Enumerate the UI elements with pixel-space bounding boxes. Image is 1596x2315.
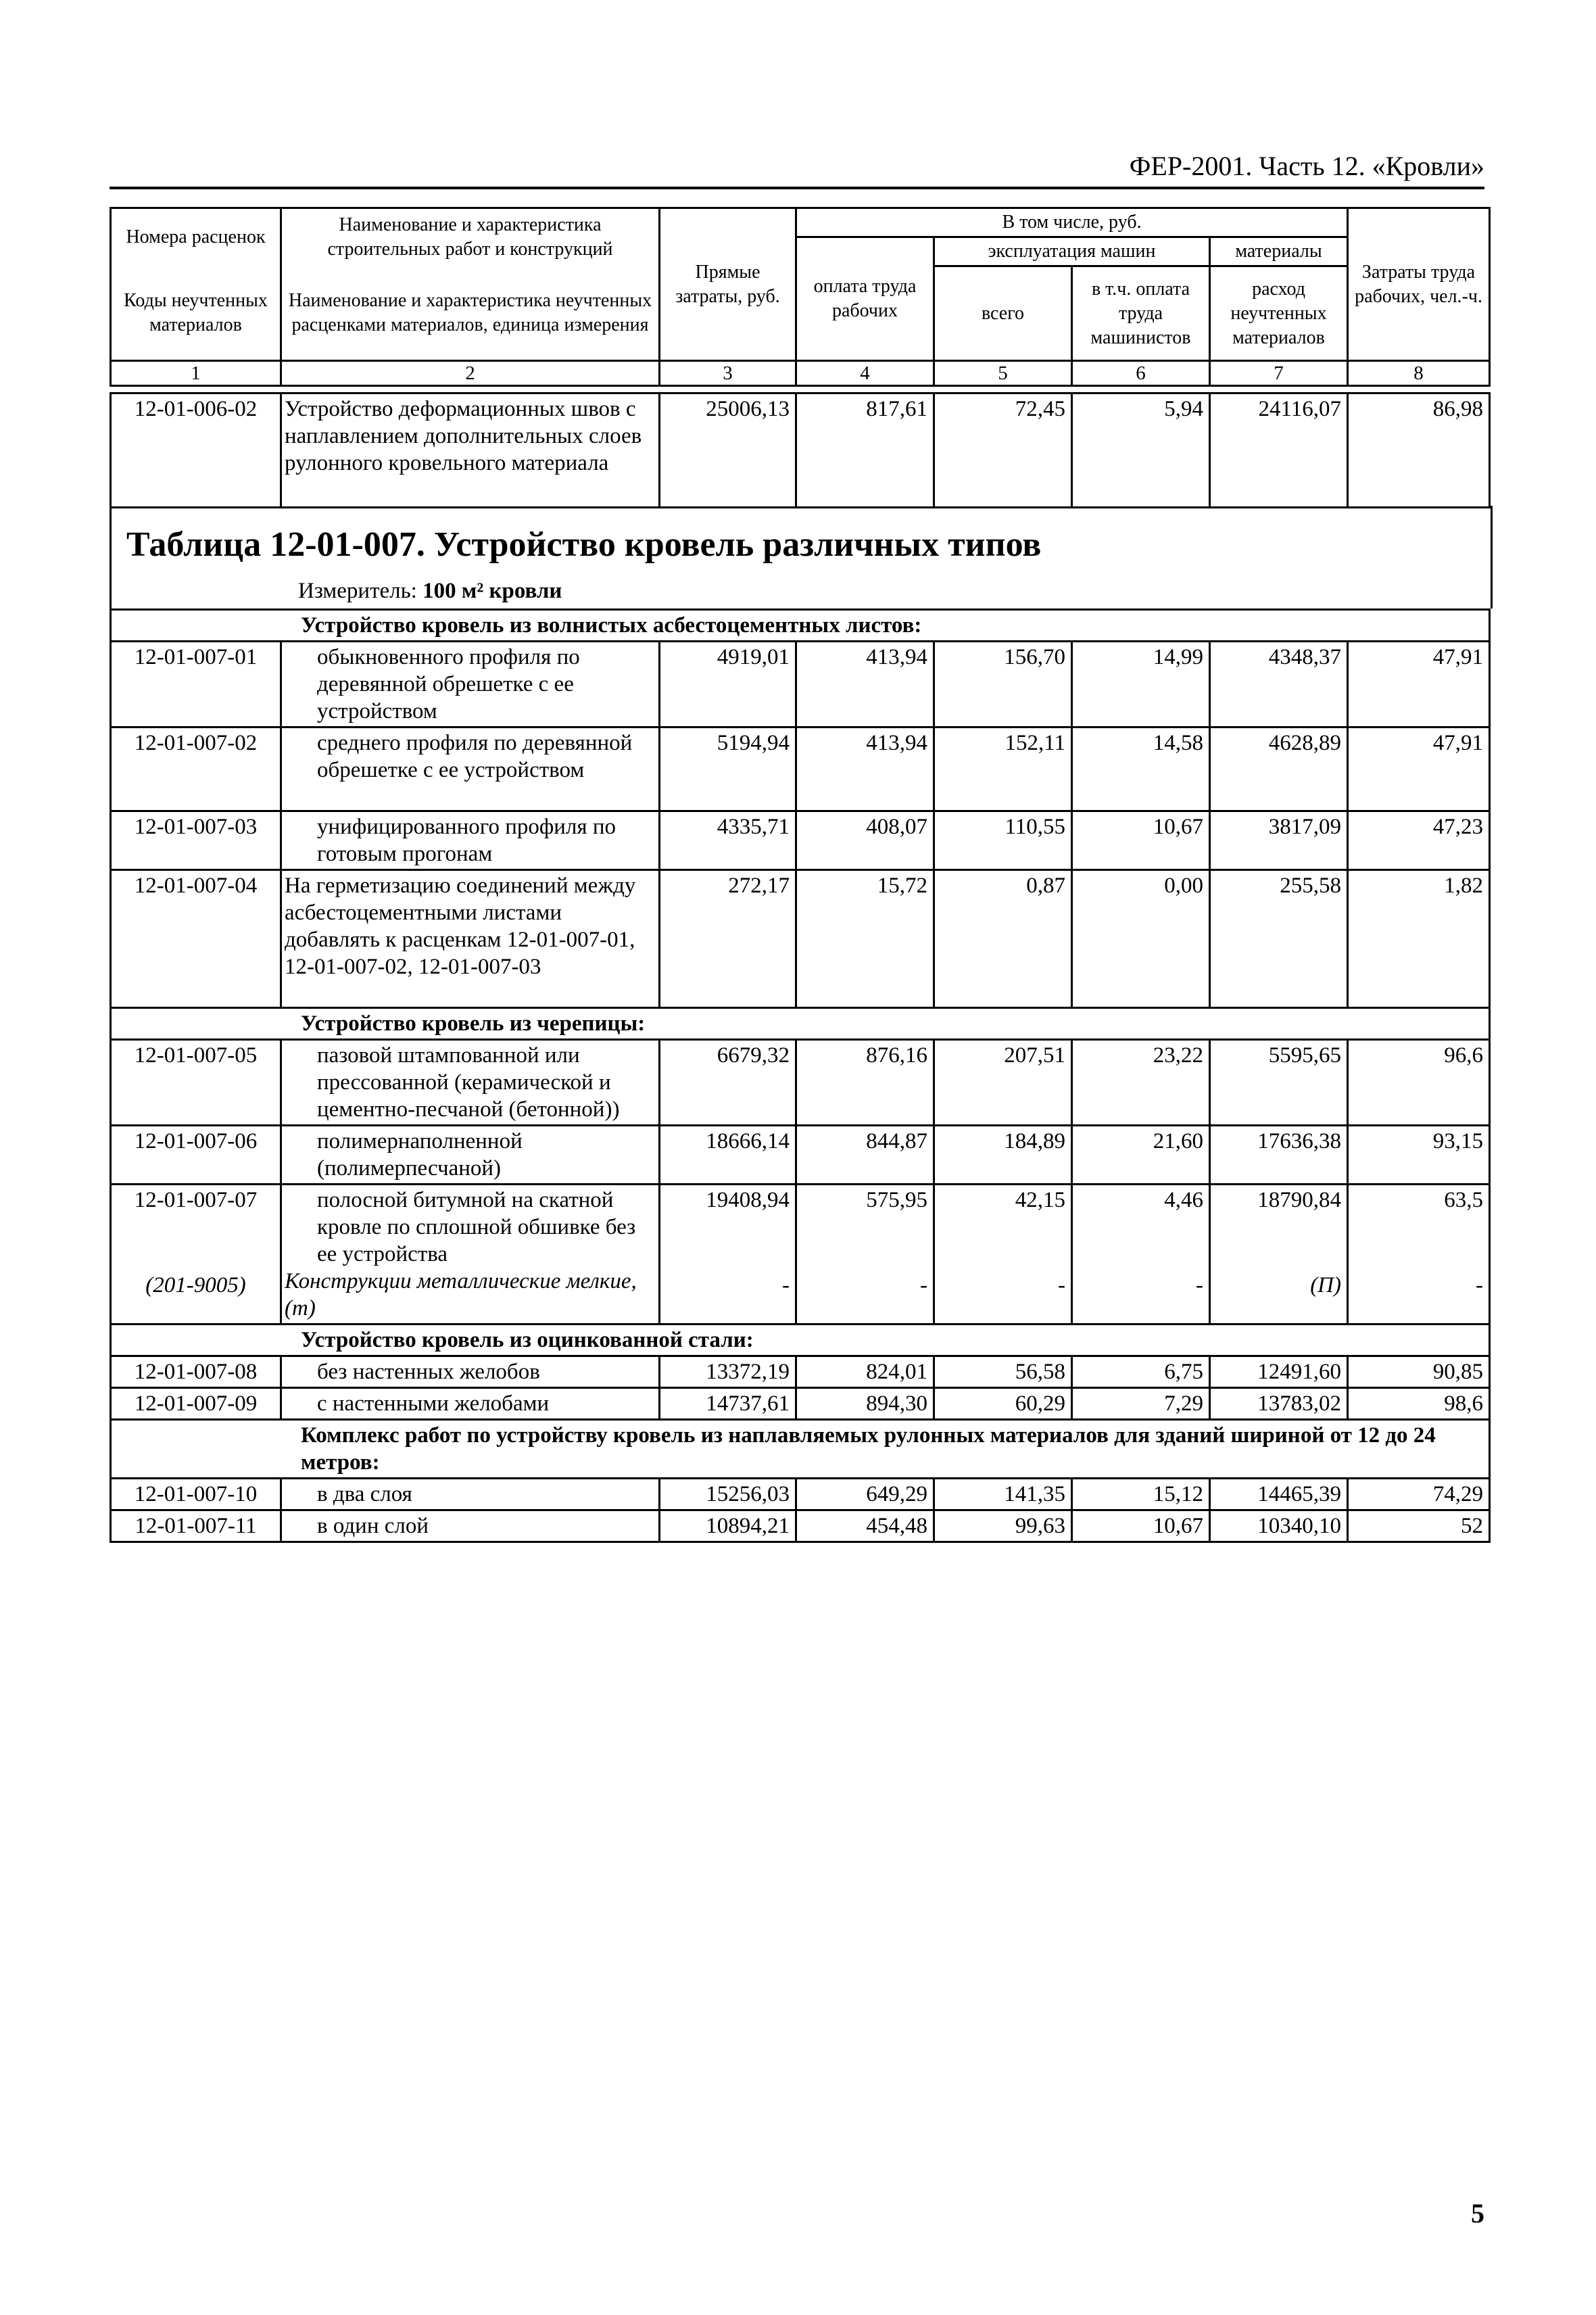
labor-wages: 413,94 — [796, 727, 934, 811]
rate-description: полимернаполненной (полимерпесчаной) — [281, 1126, 660, 1185]
direct-costs: 18666,14 — [660, 1126, 796, 1185]
direct-costs: 4335,71 — [660, 811, 796, 870]
labor-hours: 86,98 — [1348, 393, 1490, 508]
machinist-wages: 14,58 — [1072, 727, 1210, 811]
rate-description-main: полосной битумной на скатной кровле по сплошной обшивке без ее устройства — [317, 1188, 636, 1266]
value-main: 575,95 — [866, 1188, 927, 1212]
direct-costs: 25006,13 — [660, 393, 796, 508]
section-heading: Устройство кровель из оцинкованной стали: — [111, 1324, 1490, 1356]
col4-header: оплата труда рабочих — [796, 237, 934, 361]
machines-total: 110,55 — [934, 811, 1072, 870]
labor-wages: 413,94 — [796, 642, 934, 727]
section-heading: Комплекс работ по устройству кровель из наплавляемых рулонных материалов для зданий шириной от 12 до 24 метров: — [111, 1420, 1490, 1479]
labor-wages: 649,29 — [796, 1479, 934, 1510]
rate-code: 12-01-007-11 — [111, 1510, 281, 1542]
machines-total: 184,89 — [934, 1126, 1072, 1185]
value-material: (П) — [1310, 1273, 1341, 1297]
materials-cost: 4348,37 — [1210, 642, 1348, 727]
labor-hours: 47,91 — [1348, 727, 1490, 811]
section-heading: Устройство кровель из черепицы: — [111, 1008, 1490, 1040]
labor-wages — [796, 1185, 934, 1324]
table-row — [111, 1040, 1490, 1126]
machinist-wages: 10,67 — [1072, 811, 1210, 870]
rate-code: 12-01-007-02 — [111, 727, 281, 811]
meter-label: Измеритель: — [298, 579, 417, 603]
rate-description: обыкновенного профиля по деревянной обрешетке с ее устройством — [281, 642, 660, 727]
rate-code: 12-01-007-06 — [111, 1126, 281, 1185]
machinist-wages: 10,67 — [1072, 1510, 1210, 1542]
materials-cost: 10340,10 — [1210, 1510, 1348, 1542]
labor-hours: 90,85 — [1348, 1356, 1490, 1388]
section-row — [111, 1324, 1490, 1356]
col1-header-top: Номера расценок — [111, 208, 281, 266]
materials-cost: 12491,60 — [1210, 1356, 1348, 1388]
rate-code: 12-01-007-03 — [111, 811, 281, 870]
section-row — [111, 1008, 1490, 1040]
machines-total: 99,63 — [934, 1510, 1072, 1542]
value-material: - — [1476, 1273, 1484, 1297]
machines-total — [934, 1185, 1072, 1324]
col-number: 4 — [796, 361, 934, 386]
table-006-rows — [110, 392, 1491, 508]
rate-description: унифицированного профиля по готовым прогонам — [281, 811, 660, 870]
rate-description: На герметизацию соединений между асбестоцементными листами добавлять к расценкам 12-01-007-01, 12-01-007-02, 12-01-007-03 — [281, 870, 660, 1008]
rate-code: 12-01-007-05 — [111, 1040, 281, 1126]
machines-total: 72,45 — [934, 393, 1072, 508]
table-row — [111, 811, 1490, 870]
header-rule — [110, 187, 1484, 189]
labor-wages: 876,16 — [796, 1040, 934, 1126]
rate-code: 12-01-007-10 — [111, 1479, 281, 1510]
meter-value: 100 м² кровли — [422, 579, 562, 603]
labor-wages: 817,61 — [796, 393, 934, 508]
value-material: - — [1058, 1273, 1065, 1297]
rate-description: пазовой штампованной или прессованной (керамической и цементно-песчаной (бетонной)) — [281, 1040, 660, 1126]
col7-header: расход неучтенных материалов — [1210, 266, 1348, 361]
col-number: 8 — [1348, 361, 1490, 386]
machines-total: 0,87 — [934, 870, 1072, 1008]
labor-hours: 1,82 — [1348, 870, 1490, 1008]
included-header: В том числе, руб. — [796, 208, 1348, 237]
table-row — [111, 642, 1490, 727]
table-row — [111, 870, 1490, 1008]
materials-cost: 14465,39 — [1210, 1479, 1348, 1510]
table-007-title-block — [110, 506, 1493, 608]
col-number: 2 — [281, 361, 660, 386]
labor-hours: 93,15 — [1348, 1126, 1490, 1185]
direct-costs: 13372,19 — [660, 1356, 796, 1388]
section-heading: Устройство кровель из волнистых асбестоцементных листов: — [111, 610, 1490, 642]
labor-wages: 454,48 — [796, 1510, 934, 1542]
table-meter — [298, 579, 562, 604]
direct-costs: 10894,21 — [660, 1510, 796, 1542]
rate-description: среднего профиля по деревянной обрешетке с ее устройством — [281, 727, 660, 811]
rate-code — [111, 1185, 281, 1324]
rate-description: без настенных желобов — [281, 1356, 660, 1388]
col8-header: Затраты труда рабочих, чел.-ч. — [1348, 208, 1490, 361]
material-description: Конструкции металлические мелкие, (т) — [285, 1269, 637, 1320]
machinist-wages: 23,22 — [1072, 1040, 1210, 1126]
labor-wages: 408,07 — [796, 811, 934, 870]
page-number: 5 — [1471, 2198, 1484, 2228]
value-main: 18790,84 — [1257, 1188, 1341, 1212]
col-number: 7 — [1210, 361, 1348, 386]
labor-hours: 98,6 — [1348, 1388, 1490, 1420]
value-main: 42,15 — [1015, 1188, 1065, 1212]
col-number: 1 — [111, 361, 281, 386]
rate-code: 12-01-007-04 — [111, 870, 281, 1008]
table-row — [111, 1510, 1490, 1542]
labor-hours: 47,91 — [1348, 642, 1490, 727]
value-main: 19408,94 — [706, 1188, 790, 1212]
direct-costs: 5194,94 — [660, 727, 796, 811]
machinist-wages: 21,60 — [1072, 1126, 1210, 1185]
rate-code: 12-01-006-02 — [111, 393, 281, 508]
table-row — [111, 1185, 1490, 1324]
col5-header: всего — [934, 266, 1072, 361]
table-row — [111, 393, 1490, 508]
section-row — [111, 1420, 1490, 1479]
machines-total: 141,35 — [934, 1479, 1072, 1510]
rate-code-main: 12-01-007-07 — [134, 1188, 258, 1212]
rate-description: в один слой — [281, 1510, 660, 1542]
table-row — [111, 1479, 1490, 1510]
materials-cost — [1210, 1185, 1348, 1324]
machinist-wages: 14,99 — [1072, 642, 1210, 727]
col2-header-top: Наименование и характеристика строительных работ и конструкций — [281, 208, 660, 266]
material-code: (201-9005) — [145, 1273, 246, 1297]
machines-total: 152,11 — [934, 727, 1072, 811]
direct-costs: 4919,01 — [660, 642, 796, 727]
value-material: - — [1196, 1273, 1203, 1297]
table-row — [111, 1126, 1490, 1185]
table-row — [111, 1388, 1490, 1420]
table-row — [111, 727, 1490, 811]
machinist-wages: 0,00 — [1072, 870, 1210, 1008]
materials-cost: 255,58 — [1210, 870, 1348, 1008]
materials-cost: 13783,02 — [1210, 1388, 1348, 1420]
materials-cost: 5595,65 — [1210, 1040, 1348, 1126]
labor-wages: 894,30 — [796, 1388, 934, 1420]
machines-total: 56,58 — [934, 1356, 1072, 1388]
labor-hours: 52 — [1348, 1510, 1490, 1542]
machinist-wages: 7,29 — [1072, 1388, 1210, 1420]
rate-code: 12-01-007-08 — [111, 1356, 281, 1388]
materials-header: материалы — [1210, 237, 1348, 266]
direct-costs: 14737,61 — [660, 1388, 796, 1420]
page-header: ФЕР-2001. Часть 12. «Кровли» — [1129, 151, 1484, 181]
machines-total: 156,70 — [934, 642, 1072, 727]
labor-wages: 844,87 — [796, 1126, 934, 1185]
col2-header-bottom: Наименование и характеристика неучтенных расценками материалов, единица измерения — [281, 266, 660, 361]
rate-description: Устройство деформационных швов с наплавлением дополнительных слоев рулонного кровельного материала — [281, 393, 660, 508]
direct-costs — [660, 1185, 796, 1324]
machinist-wages: 5,94 — [1072, 393, 1210, 508]
table-007 — [110, 608, 1491, 1543]
materials-cost: 3817,09 — [1210, 811, 1348, 870]
col6-header: в т.ч. оплата труда машинистов — [1072, 266, 1210, 361]
materials-cost: 17636,38 — [1210, 1126, 1348, 1185]
section-row — [111, 610, 1490, 642]
rate-code: 12-01-007-09 — [111, 1388, 281, 1420]
table-row — [111, 1356, 1490, 1388]
labor-hours: 74,29 — [1348, 1479, 1490, 1510]
materials-cost: 24116,07 — [1210, 393, 1348, 508]
labor-hours: 47,23 — [1348, 811, 1490, 870]
labor-wages: 15,72 — [796, 870, 934, 1008]
value-material: - — [782, 1273, 790, 1297]
col3-header: Прямые затраты, руб. — [660, 208, 796, 361]
labor-wages: 824,01 — [796, 1356, 934, 1388]
machinist-wages: 6,75 — [1072, 1356, 1210, 1388]
column-header-table — [110, 207, 1491, 387]
value-main: 63,5 — [1444, 1188, 1484, 1212]
col1-header-bottom: Коды неучтенных материалов — [111, 266, 281, 361]
labor-hours — [1348, 1185, 1490, 1324]
value-material: - — [920, 1273, 927, 1297]
machines-header: эксплуатация машин — [934, 237, 1210, 266]
col-number: 5 — [934, 361, 1072, 386]
col-number: 3 — [660, 361, 796, 386]
table-title: Таблица 12-01-007. Устройство кровель различных типов — [126, 525, 1042, 564]
machinist-wages — [1072, 1185, 1210, 1324]
direct-costs: 6679,32 — [660, 1040, 796, 1126]
value-main: 4,46 — [1164, 1188, 1203, 1212]
machines-total: 60,29 — [934, 1388, 1072, 1420]
rate-code: 12-01-007-01 — [111, 642, 281, 727]
labor-hours: 96,6 — [1348, 1040, 1490, 1126]
machines-total: 207,51 — [934, 1040, 1072, 1126]
direct-costs: 15256,03 — [660, 1479, 796, 1510]
col-number: 6 — [1072, 361, 1210, 386]
rate-description: в два слоя — [281, 1479, 660, 1510]
materials-cost: 4628,89 — [1210, 727, 1348, 811]
rate-description — [281, 1185, 660, 1324]
rate-description: с настенными желобами — [281, 1388, 660, 1420]
direct-costs: 272,17 — [660, 870, 796, 1008]
machinist-wages: 15,12 — [1072, 1479, 1210, 1510]
